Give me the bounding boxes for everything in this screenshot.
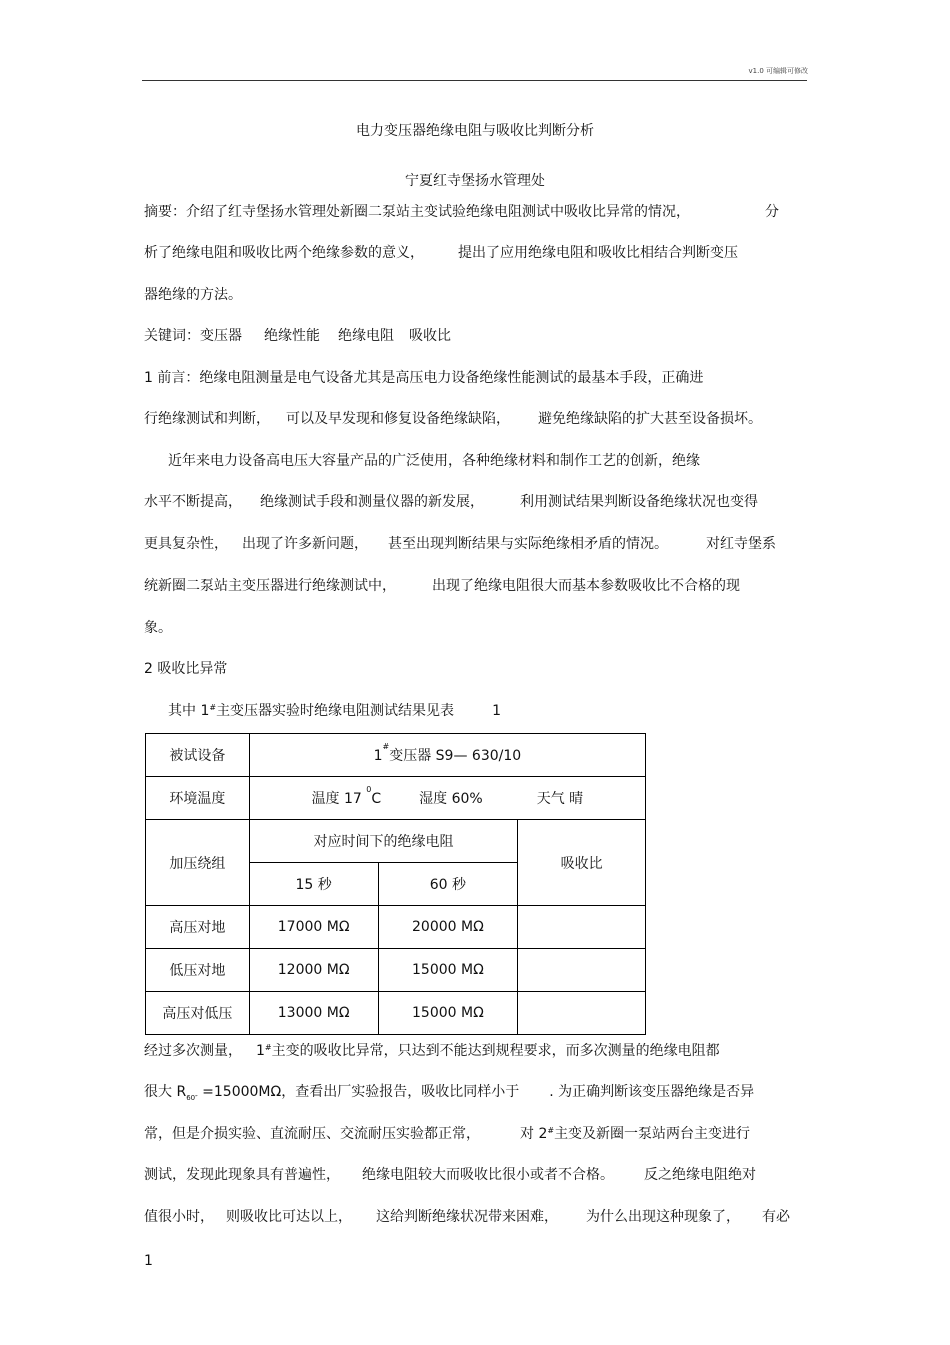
abstract-line-1 [144,203,779,221]
caption-superscript: # [209,703,217,712]
section1-line-4 [144,493,758,511]
section2-heading: 2 吸收比异常 [144,661,228,677]
table-cell [249,777,645,820]
after-line-2 [144,1083,754,1107]
body-superscript: # [264,1043,272,1052]
body-text: 统新圈二泵站主变压器进行绝缘测试中， [144,578,396,594]
document-organization: 宁夏红寺堡扬水管理处 [405,173,545,189]
table-cell: 20000 MΩ [378,906,518,949]
body-text: 对 2 [520,1126,548,1142]
table-cell: 高压对低压 [146,992,250,1035]
keyword-item: 变压器 [200,328,242,344]
body-text: 对红寺堡系 [706,536,776,552]
body-text: 常，但是介损实验、直流耐压、交流耐压实验都正常， [144,1126,480,1142]
env-temperature-superscript: 0 [366,785,372,794]
after-line-1 [144,1042,720,1060]
table-cell [518,906,646,949]
body-subscript: 60″ [186,1093,198,1102]
body-text: 1 [256,1043,265,1059]
abstract-text: 提出了应用绝缘电阻和吸收比相结合判断变压 [458,245,738,261]
body-text: 可以及早发现和修复设备绝缘缺陷， [286,411,510,427]
after-line-4 [144,1166,756,1184]
caption-text: 主变压器实验时绝缘电阻测试结果见表 [216,703,455,719]
table-cell: 13000 MΩ [249,992,378,1035]
table-cell [249,734,645,777]
page-number: 1 [144,1253,153,1269]
body-text: 行绝缘测试和判断， [144,411,270,427]
table-cell [518,992,646,1035]
table-row [146,777,646,820]
keyword-item: 吸收比 [409,328,451,344]
keyword-item: 绝缘电阻 [338,328,394,344]
body-text: 甚至出现判断结果与实际绝缘相矛盾的情况。 [388,536,668,552]
table-row [146,949,646,992]
body-text: 为什么出现这种现象了， [586,1209,740,1225]
body-text: 则吸收比可达以上， [226,1209,352,1225]
table-cell: 吸收比 [518,820,646,906]
body-text: 经过多次测量， [144,1043,242,1059]
body-text: 有必 [762,1209,790,1225]
table-cell: 17000 MΩ [249,906,378,949]
body-text: 水平不断提高， [144,494,242,510]
table-row [146,992,646,1035]
body-text: 出现了许多新问题， [242,536,368,552]
body-text: 出现了绝缘电阻很大而基本参数吸收比不合格的现 [432,578,740,594]
body-text: 很大 R [144,1084,187,1100]
body-text: =15000MΩ，查看出厂实验报告，吸收比同样小于 [197,1084,520,1100]
abstract-text: 析了绝缘电阻和吸收比两个绝缘参数的意义， [144,245,424,261]
body-text: 主变及新圈一泵站两台主变进行 [554,1126,751,1142]
table-cell: 加压绕组 [146,820,250,906]
keyword-item: 绝缘性能 [264,328,320,344]
header-rule [142,80,807,81]
insulation-resistance-table [145,733,646,1035]
table-row [146,820,646,863]
table-caption [168,702,501,720]
section1-line-5 [144,535,776,553]
keywords-label: 关键词： [144,328,200,344]
env-temperature-unit: C [371,791,382,807]
section1-line-6 [144,577,740,595]
body-text: 值很小时， [144,1209,214,1225]
section1-line-3: 近年来电力设备高电压大容量产品的广泛使用，各种绝缘材料和制作工艺的创新，绝缘 [168,453,700,469]
table-cell [518,949,646,992]
body-text: 绝缘测试手段和测量仪器的新发展， [260,494,484,510]
body-text: 这给判断绝缘状况带来困难， [376,1209,558,1225]
device-superscript: # [382,742,390,751]
table-cell: 被试设备 [146,734,250,777]
table-cell: 60 秒 [378,863,518,906]
body-text: 主变的吸收比异常，只达到不能达到规程要求，而多次测量的绝缘电阻都 [271,1043,720,1059]
abstract-text: 分 [765,204,779,220]
caption-table-number: 1 [492,703,501,719]
body-text: . 为正确判断该变压器绝缘是否异 [549,1084,755,1100]
abstract-line-2 [144,244,738,262]
table-row [146,906,646,949]
table-cell: 高压对地 [146,906,250,949]
abstract-text: 摘要：介绍了红寺堡扬水管理处新圈二泵站主变试验绝缘电阻测试中吸收比异常的情况， [144,204,690,220]
section1-line-7: 象。 [144,620,172,636]
device-text: 变压器 S9— 630/10 [389,748,522,764]
header-version-note: v1.0 可编辑可修改 [748,67,808,75]
table-cell: 对应时间下的绝缘电阻 [249,820,518,863]
body-text: 反之绝缘电阻绝对 [644,1167,756,1183]
after-line-3 [144,1125,750,1143]
table-cell: 15 秒 [249,863,378,906]
body-text: 避免绝缘缺陷的扩大甚至设备损坏。 [538,411,762,427]
document-title: 电力变压器绝缘电阻与吸收比判断分析 [356,123,594,139]
table-cell: 环境温度 [146,777,250,820]
abstract-line-3: 器绝缘的方法。 [144,287,242,303]
env-temperature: 温度 17 [311,791,367,807]
keywords-line [144,327,451,345]
section1-line-2 [144,410,762,428]
table-row [146,734,646,777]
table-cell: 15000 MΩ [378,992,518,1035]
body-text: 绝缘电阻较大而吸收比很小或者不合格。 [362,1167,614,1183]
table-cell: 15000 MΩ [378,949,518,992]
env-humidity: 湿度 60% [419,791,483,807]
body-text: 测试，发现此现象具有普遍性， [144,1167,340,1183]
body-superscript: # [547,1126,555,1135]
table-cell: 12000 MΩ [249,949,378,992]
body-text: 更具复杂性， [144,536,228,552]
caption-text: 其中 1 [168,703,210,719]
device-text: 1 [373,748,383,764]
section1-line-1: 1 前言：绝缘电阻测量是电气设备尤其是高压电力设备绝缘性能测试的最基本手段，正确进 [144,370,704,386]
env-weather: 天气 晴 [536,791,584,807]
body-text: 利用测试结果判断设备绝缘状况也变得 [520,494,758,510]
table-cell: 低压对地 [146,949,250,992]
after-line-5 [144,1208,790,1226]
